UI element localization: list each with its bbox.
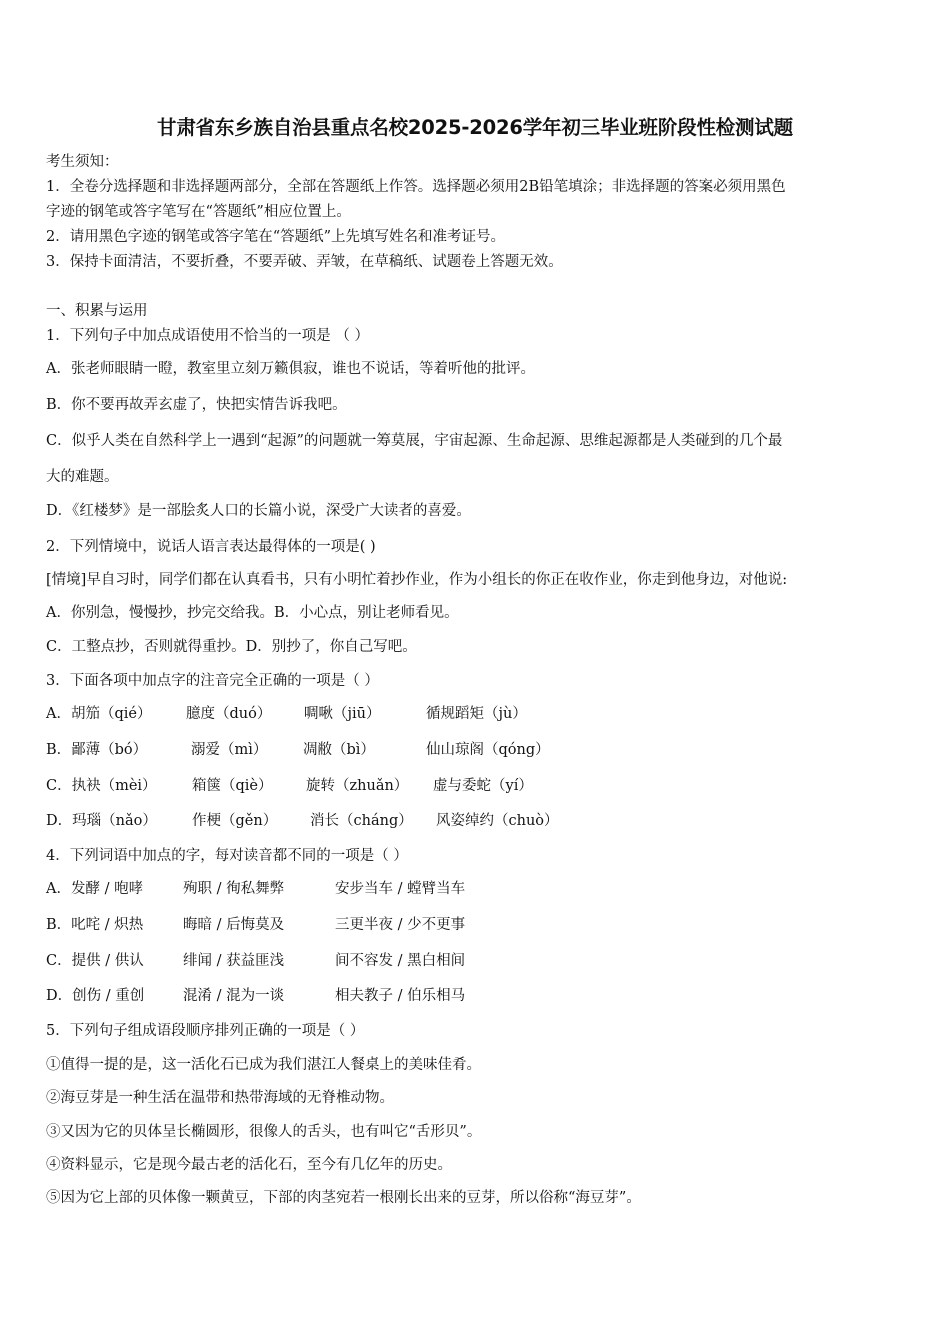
q3-d-4: 风姿绰约（chuò） [436, 813, 559, 829]
q2-options-ab: A．你别急，慢慢抄，抄完交给我。B．小心点，别让老师看见。 [46, 605, 459, 621]
q4-stem: 4．下列词语中加点的字，每对读音都不同的一项是（ ） [46, 848, 408, 864]
q4-d-2: 混淆 / 混为一谈 [183, 988, 285, 1004]
q1-stem: 1．下列句子中加点成语使用不恰当的一项是 （ ） [46, 328, 369, 344]
notice-heading: 考生须知： [46, 154, 119, 170]
q3-b-2: 溺爱（mì） [191, 742, 268, 758]
q3-c-2: 箱箧（qiè） [192, 778, 273, 794]
q3-d-2: 作梗（gěn） [192, 813, 278, 829]
q4-c-3: 间不容发 / 黑白相间 [335, 953, 466, 969]
notice-item-1: 1．全卷分选择题和非选择题两部分，全部在答题纸上作答。选择题必须用2B铅笔填涂；非选择题的答案必须用黑色 [46, 179, 786, 195]
q4-a-3: 安步当车 / 螳臂当车 [335, 881, 466, 897]
q3-a-2: 臆度（duó） [186, 706, 272, 722]
q3-c-4: 虚与委蛇（yí） [433, 778, 533, 794]
q1-option-b: B．你不要再故弄玄虚了，快把实情告诉我吧。 [46, 397, 347, 413]
q4-option-b [46, 915, 465, 935]
q2-context: [情境]早自习时，同学们都在认真看书，只有小明忙着抄作业，作为小组长的你正在收作业，你走到他身边，对他说: [46, 572, 788, 588]
q4-c-2: 绯闻 / 获益匪浅 [183, 953, 285, 969]
q4-b-1: B．叱咤 / 炽热 [46, 917, 144, 933]
q4-b-2: 晦暗 / 后悔莫及 [183, 917, 285, 933]
q5-stem: 5．下列句子组成语段顺序排列正确的一项是（ ） [46, 1023, 365, 1039]
q3-d-1: D．玛瑙（nǎo） [46, 813, 157, 829]
q4-a-2: 殉职 / 徇私舞弊 [183, 881, 285, 897]
section-heading: 一、积累与运用 [46, 303, 148, 319]
q3-option-a [46, 704, 527, 724]
notice-item-3: 3．保持卡面清洁，不要折叠，不要弄破、弄皱，在草稿纸、试题卷上答题无效。 [46, 254, 563, 270]
q4-option-a [46, 879, 465, 899]
q4-c-1: C．提供 / 供认 [46, 953, 144, 969]
q5-sentence-3: ③又因为它的贝体呈长椭圆形，很像人的舌头，也有叫它“舌形贝”。 [46, 1124, 482, 1140]
q4-a-1: A．发酵 / 咆哮 [46, 881, 144, 897]
q1-option-c-cont: 大的难题。 [46, 469, 119, 485]
q3-b-4: 仙山琼阁（qóng） [426, 742, 550, 758]
notice-item-1-cont: 字迹的钢笔或答字笔写在“答题纸”相应位置上。 [46, 204, 351, 220]
q4-option-c [46, 951, 465, 971]
exam-title: 甘肃省东乡族自治县重点名校2025-2026学年初三毕业班阶段性检测试题 [157, 116, 793, 139]
q3-option-d [46, 811, 559, 831]
q5-sentence-2: ②海豆芽是一种生活在温带和热带海域的无脊椎动物。 [46, 1090, 394, 1106]
q3-c-1: C．执袂（mèi） [46, 778, 157, 794]
q4-option-d [46, 986, 465, 1006]
q5-sentence-5: ⑤因为它上部的贝体像一颗黄豆，下部的肉茎宛若一根刚长出来的豆芽，所以俗称“海豆芽”。 [46, 1190, 641, 1206]
notice-item-2: 2．请用黑色字迹的钢笔或答字笔在“答题纸”上先填写姓名和准考证号。 [46, 229, 506, 245]
q1-option-d: D．《红楼梦》是一部脍炙人口的长篇小说，深受广大读者的喜爱。 [46, 503, 471, 519]
q3-stem: 3．下面各项中加点字的注音完全正确的一项是（ ） [46, 673, 379, 689]
q4-d-3: 相夫教子 / 伯乐相马 [335, 988, 466, 1004]
q4-d-1: D．创伤 / 重创 [46, 988, 145, 1004]
q1-option-c: C．似乎人类在自然科学上一遇到“起源”的问题就一筹莫展，宇宙起源、生命起源、思维起源都是人类碰到的几个最 [46, 433, 783, 449]
q3-b-1: B．鄙薄（bó） [46, 742, 148, 758]
q3-option-b [46, 740, 550, 760]
q3-a-4: 循规蹈矩（jù） [426, 706, 527, 722]
q4-b-3: 三更半夜 / 少不更事 [335, 917, 466, 933]
q3-d-3: 消长（cháng） [310, 813, 413, 829]
q2-options-cd: C．工整点抄，否则就得重抄。D．别抄了，你自己写吧。 [46, 639, 417, 655]
q1-option-a: A．张老师眼睛一瞪，教室里立刻万籁俱寂，谁也不说话，等着听他的批评。 [46, 361, 535, 377]
q3-a-3: 啁啾（jiū） [304, 706, 381, 722]
q5-sentence-1: ①值得一提的是，这一活化石已成为我们湛江人餐桌上的美味佳肴。 [46, 1057, 481, 1073]
q5-sentence-4: ④资料显示，它是现今最古老的活化石，至今有几亿年的历史。 [46, 1157, 452, 1173]
q2-stem: 2．下列情境中，说话人语言表达最得体的一项是( ) [46, 539, 376, 555]
q3-c-3: 旋转（zhuǎn） [306, 778, 409, 794]
q3-option-c [46, 776, 533, 796]
q3-b-3: 凋敝（bì） [303, 742, 375, 758]
q3-a-1: A．胡笳（qié） [46, 706, 152, 722]
